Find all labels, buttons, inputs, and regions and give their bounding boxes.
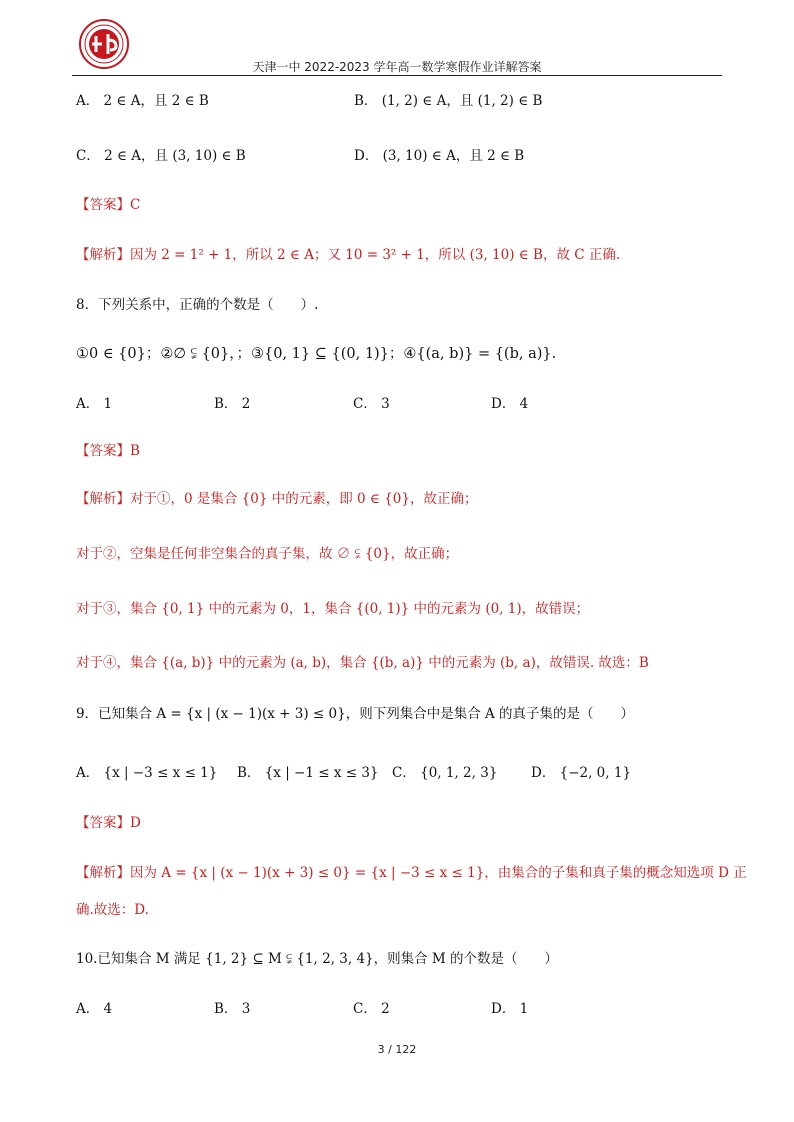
header-title: 天津一中 2022-2023 学年高一数学寒假作业详解答案 bbox=[252, 60, 542, 74]
q9-answer: 【答案】D bbox=[76, 815, 141, 831]
q8-analysis-1: 【解析】对于①，0 是集合 {0} 中的元素，即 0 ∈ {0}，故正确； bbox=[76, 491, 478, 507]
q10-option-d: D． 1 bbox=[491, 1001, 529, 1017]
q8-stem: 8．下列关系中，正确的个数是（ ）. bbox=[76, 297, 319, 313]
q7-answer: 【答案】C bbox=[76, 197, 141, 213]
q7-option-c: C． 2 ∈ A，且 (3, 10) ∈ B bbox=[76, 148, 246, 164]
q8-relations: ①0 ∈ {0}；②∅ ⫋ {0}，；③{0, 1} ⊆ {(0, 1)}；④{(a, b)} = {(b, a)}. bbox=[76, 346, 557, 362]
q9-analysis-1: 【解析】因为 A = {x | (x − 1)(x + 3) ≤ 0} = {x | −3 ≤ x ≤ 1}，由集合的子集和真子集的概念知选项 D 正 bbox=[76, 865, 747, 881]
q8-option-a: A． 1 bbox=[76, 396, 113, 412]
q9-option-c: C． {0, 1, 2, 3} bbox=[392, 765, 498, 781]
q8-option-b: B． 2 bbox=[214, 396, 251, 412]
q9-option-b: B． {x | −1 ≤ x ≤ 3} bbox=[237, 765, 379, 781]
q7-option-a: A． 2 ∈ A，且 2 ∈ B bbox=[76, 93, 209, 109]
q8-option-c: C． 3 bbox=[353, 396, 390, 412]
q8-analysis-4: 对于④，集合 {(a, b)} 中的元素为 (a, b)，集合 {(b, a)} 中的元素为 (b, a)，故错误. 故选：B bbox=[76, 655, 649, 671]
q7-analysis: 【解析】因为 2 = 1² + 1，所以 2 ∈ A；又 10 = 3² + 1，所以 (3, 10) ∈ B，故 C 正确. bbox=[76, 247, 621, 263]
q10-option-b: B． 3 bbox=[214, 1001, 251, 1017]
q9-analysis-2: 确.故选：D. bbox=[76, 902, 149, 918]
q8-analysis-2: 对于②，空集是任何非空集合的真子集，故 ∅ ⫋ {0}，故正确； bbox=[76, 546, 459, 562]
q9-option-d: D． {−2, 0, 1} bbox=[531, 765, 632, 781]
header-divider bbox=[72, 75, 722, 76]
q9-stem: 9．已知集合 A = {x | (x − 1)(x + 3) ≤ 0}，则下列集合中是集合 A 的真子集的是（ ） bbox=[76, 706, 635, 722]
q10-stem: 10.已知集合 M 满足 {1, 2} ⊆ M ⫋ {1, 2, 3, 4}，则集合 M 的个数是（ ） bbox=[76, 951, 559, 967]
q7-option-d: D． (3, 10) ∈ A，且 2 ∈ B bbox=[354, 148, 525, 164]
page-number: 3 / 122 bbox=[377, 1043, 417, 1056]
q8-analysis-3: 对于③，集合 {0, 1} 中的元素为 0，1，集合 {(0, 1)} 中的元素为 (0, 1)，故错误； bbox=[76, 601, 590, 617]
q8-answer: 【答案】B bbox=[76, 443, 140, 459]
q8-option-d: D． 4 bbox=[491, 396, 529, 412]
q9-option-a: A． {x | −3 ≤ x ≤ 1} bbox=[76, 765, 218, 781]
q10-option-a: A． 4 bbox=[76, 1001, 113, 1017]
q7-option-b: B． (1, 2) ∈ A，且 (1, 2) ∈ B bbox=[354, 93, 543, 109]
q10-option-c: C． 2 bbox=[353, 1001, 390, 1017]
